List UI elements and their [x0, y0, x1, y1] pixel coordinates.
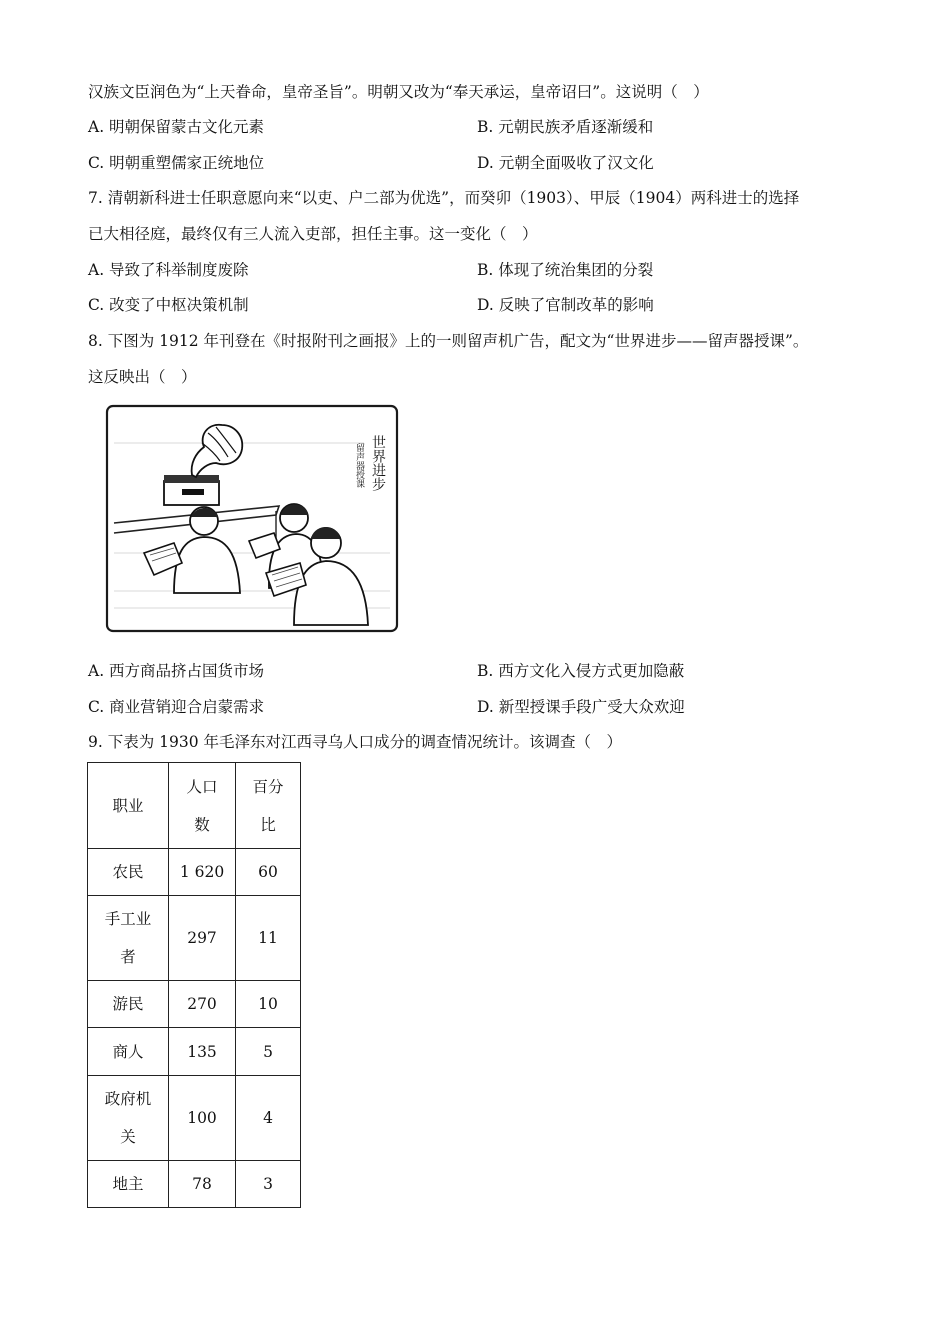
- advert-caption-small: 留声器授课: [354, 443, 364, 488]
- q7-option-d: D. 反映了官制改革的影响: [477, 296, 654, 314]
- table-row: [88, 1076, 301, 1161]
- q8-option-b: B. 西方文化入侵方式更加隐蔽: [477, 662, 685, 680]
- q8-stem-line1: 8. 下图为 1912 年刊登在《时报附刊之画报》上的一则留声机广告，配文为“世界进步——留声器授课”。: [88, 332, 809, 350]
- q7-stem-line2: 已大相径庭，最终仅有三人流入吏部，担任主事。这一变化（ ）: [88, 225, 538, 243]
- cell-occupation-text: 手工业者: [104, 910, 152, 966]
- q8-option-c: C. 商业营销迎合启蒙需求: [88, 698, 265, 716]
- q7-option-b: B. 体现了统治集团的分裂: [477, 261, 654, 279]
- cell-percentage: 11: [236, 896, 301, 981]
- cell-occupation-text: 政府机关: [104, 1090, 152, 1146]
- cell-percentage: 4: [236, 1076, 301, 1161]
- q7-stem-line1: 7. 清朝新科进士任职意愿向来“以吏、户二部为优选”，而癸卯（1903）、甲辰（1904）两科进士的选择: [88, 189, 800, 207]
- q7-option-a: A. 导致了科举制度废除: [88, 261, 249, 279]
- cell-population: 1 620: [169, 849, 236, 896]
- header-population: [169, 763, 236, 849]
- cell-percentage: 5: [236, 1028, 301, 1076]
- header-percentage: [236, 763, 301, 849]
- q6-option-b: B. 元朝民族矛盾逐渐缓和: [477, 118, 654, 136]
- q6-option-a: A. 明朝保留蒙古文化元素: [88, 118, 265, 136]
- table-row: [88, 1028, 301, 1076]
- cell-population: 135: [169, 1028, 236, 1076]
- q6-option-d: D. 元朝全面吸收了汉文化: [477, 154, 654, 172]
- cell-population: 78: [169, 1161, 236, 1208]
- gramophone-advert-illustration: [104, 403, 400, 634]
- header-population-text: 人口数: [186, 777, 218, 834]
- q8-stem-line2: 这反映出（ ）: [88, 368, 197, 386]
- cell-occupation: 游民: [88, 981, 169, 1028]
- q6-stem-tail: 汉族文臣润色为“上天眷命，皇帝圣旨”。明朝又改为“奉天承运，皇帝诏曰”。这说明（ ）: [88, 83, 709, 101]
- table-row: [88, 1161, 301, 1208]
- q8-option-a: A. 西方商品挤占国货市场: [88, 662, 265, 680]
- header-occupation: 职业: [88, 763, 169, 849]
- table-row: [88, 896, 301, 981]
- cell-percentage: 10: [236, 981, 301, 1028]
- cell-population: 100: [169, 1076, 236, 1161]
- q6-option-c: C. 明朝重塑儒家正统地位: [88, 154, 265, 172]
- cell-occupation: 商人: [88, 1028, 169, 1076]
- header-percentage-text: 百分比: [252, 777, 284, 834]
- table-header-row: [88, 763, 301, 849]
- cell-occupation: 农民: [88, 849, 169, 896]
- cell-occupation: 地主: [88, 1161, 169, 1208]
- cell-percentage: 3: [236, 1161, 301, 1208]
- cell-population: 297: [169, 896, 236, 981]
- advert-caption-big: 世界进步: [370, 435, 386, 491]
- population-survey-table: [87, 762, 301, 1208]
- cell-population: 270: [169, 981, 236, 1028]
- cell-occupation: [88, 896, 169, 981]
- table-row: [88, 849, 301, 896]
- q7-option-c: C. 改变了中枢决策机制: [88, 296, 249, 314]
- q9-stem-line1: 9. 下表为 1930 年毛泽东对江西寻乌人口成分的调查情况统计。该调查（ ）: [88, 733, 623, 751]
- cell-occupation: [88, 1076, 169, 1161]
- table-row: [88, 981, 301, 1028]
- q8-option-d: D. 新型授课手段广受大众欢迎: [477, 698, 685, 716]
- cell-percentage: 60: [236, 849, 301, 896]
